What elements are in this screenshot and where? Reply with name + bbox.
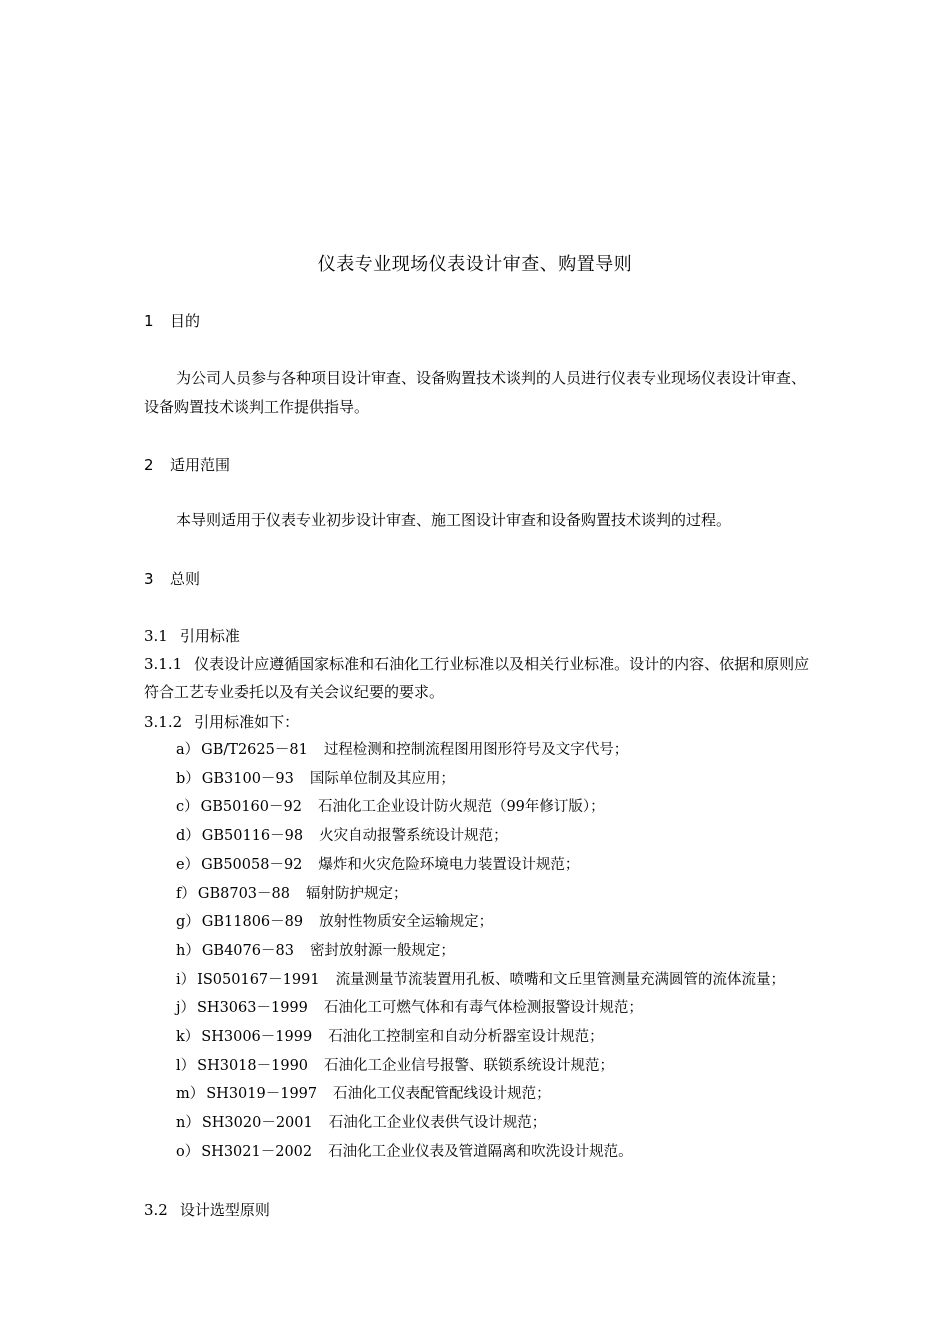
standard-name: 国际单位制及其应用； xyxy=(309,770,455,787)
section-number: 3 xyxy=(144,570,154,588)
clause-title: 引用标准 xyxy=(179,627,240,645)
item-label: b） xyxy=(176,770,200,787)
clause-3-1-1 xyxy=(144,650,812,706)
clause-number: 3.1 xyxy=(144,627,168,645)
standard-code: SH3006－1999 xyxy=(201,1029,313,1046)
standard-item xyxy=(144,793,812,822)
standard-code: GB11806－89 xyxy=(201,914,304,931)
clause-text: 引用标准如下： xyxy=(194,713,300,731)
standard-name: 流量测量节流装置用孔板、喷嘴和文丘里管测量充满圆管的流体流量； xyxy=(335,971,786,988)
item-label: j） xyxy=(176,1000,195,1017)
item-label: k） xyxy=(176,1029,200,1046)
standard-code: SH3019－1997 xyxy=(206,1086,318,1103)
standard-item xyxy=(144,1109,812,1138)
item-label: f） xyxy=(176,885,196,902)
standard-item xyxy=(144,1023,812,1052)
standard-name: 过程检测和控制流程图用图形符号及文字代号； xyxy=(323,742,629,758)
standard-code: SH3020－2001 xyxy=(201,1115,313,1132)
standard-code: GB4076－83 xyxy=(201,942,294,959)
clause-number: 3.1.2 xyxy=(144,713,183,731)
item-label: i） xyxy=(176,971,196,988)
standard-item xyxy=(144,765,812,794)
clause-title: 设计选型原则 xyxy=(179,1201,270,1219)
standard-code: GB50058－92 xyxy=(201,856,303,873)
standard-name: 放射性物质安全运输规定； xyxy=(319,914,494,931)
standard-item xyxy=(144,880,812,909)
standard-code: GB8703－88 xyxy=(197,885,290,902)
standard-name: 爆炸和火灾危险环境电力装置设计规范； xyxy=(318,856,580,873)
standard-item xyxy=(144,736,812,765)
standard-item xyxy=(144,851,812,880)
section-1-paragraph: 为公司人员参与各种项目设计审查、设备购置技术谈判的人员进行仪表专业现场仪表设计审查、设备购置技术谈判工作提供指导。 xyxy=(144,369,807,416)
standard-name: 密封放射源一般规定； xyxy=(309,942,455,959)
section-title: 总则 xyxy=(170,570,201,588)
item-label: a） xyxy=(176,742,200,758)
item-label: l） xyxy=(176,1057,196,1074)
standard-item xyxy=(144,822,812,851)
standard-item xyxy=(144,937,812,966)
item-label: c） xyxy=(176,799,199,816)
standard-name: 石油化工仪表配管配线设计规范； xyxy=(333,1086,551,1103)
standard-item xyxy=(144,1138,812,1167)
standard-item xyxy=(144,1080,812,1109)
clause-text: 仪表设计应遵循国家标准和石油化工行业标准以及相关行业标准。设计的内容、依据和原则应符合工艺专业委托以及有关会议纪要的要求。 xyxy=(144,655,810,701)
section-number: 2 xyxy=(144,456,154,474)
standard-name: 石油化工可燃气体和有毒气体检测报警设计规范； xyxy=(323,1000,643,1017)
standard-name: 石油化工企业信号报警、联锁系统设计规范； xyxy=(324,1057,615,1074)
item-label: h） xyxy=(176,942,200,959)
item-label: e） xyxy=(176,856,200,873)
standard-code: GB3100－93 xyxy=(201,770,294,787)
item-label: n） xyxy=(176,1115,200,1132)
standard-name: 石油化工控制室和自动分析器室设计规范； xyxy=(328,1029,604,1046)
section-title: 目的 xyxy=(170,312,201,330)
standard-item xyxy=(144,1052,812,1081)
standard-code: SH3021－2002 xyxy=(201,1143,313,1160)
standard-name: 火灾自动报警系统设计规范； xyxy=(319,828,508,845)
standard-name: 石油化工企业设计防火规范（99年修订版）； xyxy=(317,799,605,816)
standard-item xyxy=(144,966,812,995)
document-title: 仪表专业现场仪表设计审查、购置导则 xyxy=(317,254,633,275)
clause-number: 3.1.1 xyxy=(144,655,183,673)
standards-list xyxy=(144,736,812,1167)
standard-name: 辐射防护规定； xyxy=(305,885,408,902)
section-2-paragraph: 本导则适用于仪表专业初步设计审查、施工图设计审查和设备购置技术谈判的过程。 xyxy=(176,511,732,529)
item-label: d） xyxy=(176,828,200,845)
item-label: m） xyxy=(176,1086,205,1103)
standard-code: GB/T2625－81 xyxy=(201,742,308,758)
standard-code: SH3018－1990 xyxy=(197,1057,309,1074)
clause-number: 3.2 xyxy=(144,1201,168,1219)
item-label: g） xyxy=(176,914,200,931)
section-1-heading xyxy=(144,310,200,331)
standard-item xyxy=(144,908,812,937)
section-2-heading xyxy=(144,454,230,475)
clause-3-1-2 xyxy=(144,708,812,736)
standard-code: GB50160－92 xyxy=(200,799,302,816)
section-title: 适用范围 xyxy=(170,456,231,474)
standard-item xyxy=(144,994,812,1023)
standard-code: IS050167－1991 xyxy=(197,971,320,988)
standard-name: 石油化工企业仪表及管道隔离和吹洗设计规范。 xyxy=(328,1143,633,1160)
standard-name: 石油化工企业仪表供气设计规范； xyxy=(328,1115,547,1132)
standard-code: SH3063－1999 xyxy=(197,1000,308,1017)
section-number: 1 xyxy=(144,312,154,330)
clause-3-2 xyxy=(144,1196,812,1224)
section-3-heading xyxy=(144,568,200,589)
clause-3-1 xyxy=(144,622,812,650)
standard-code: GB50116－98 xyxy=(201,828,304,845)
item-label: o） xyxy=(176,1143,200,1160)
